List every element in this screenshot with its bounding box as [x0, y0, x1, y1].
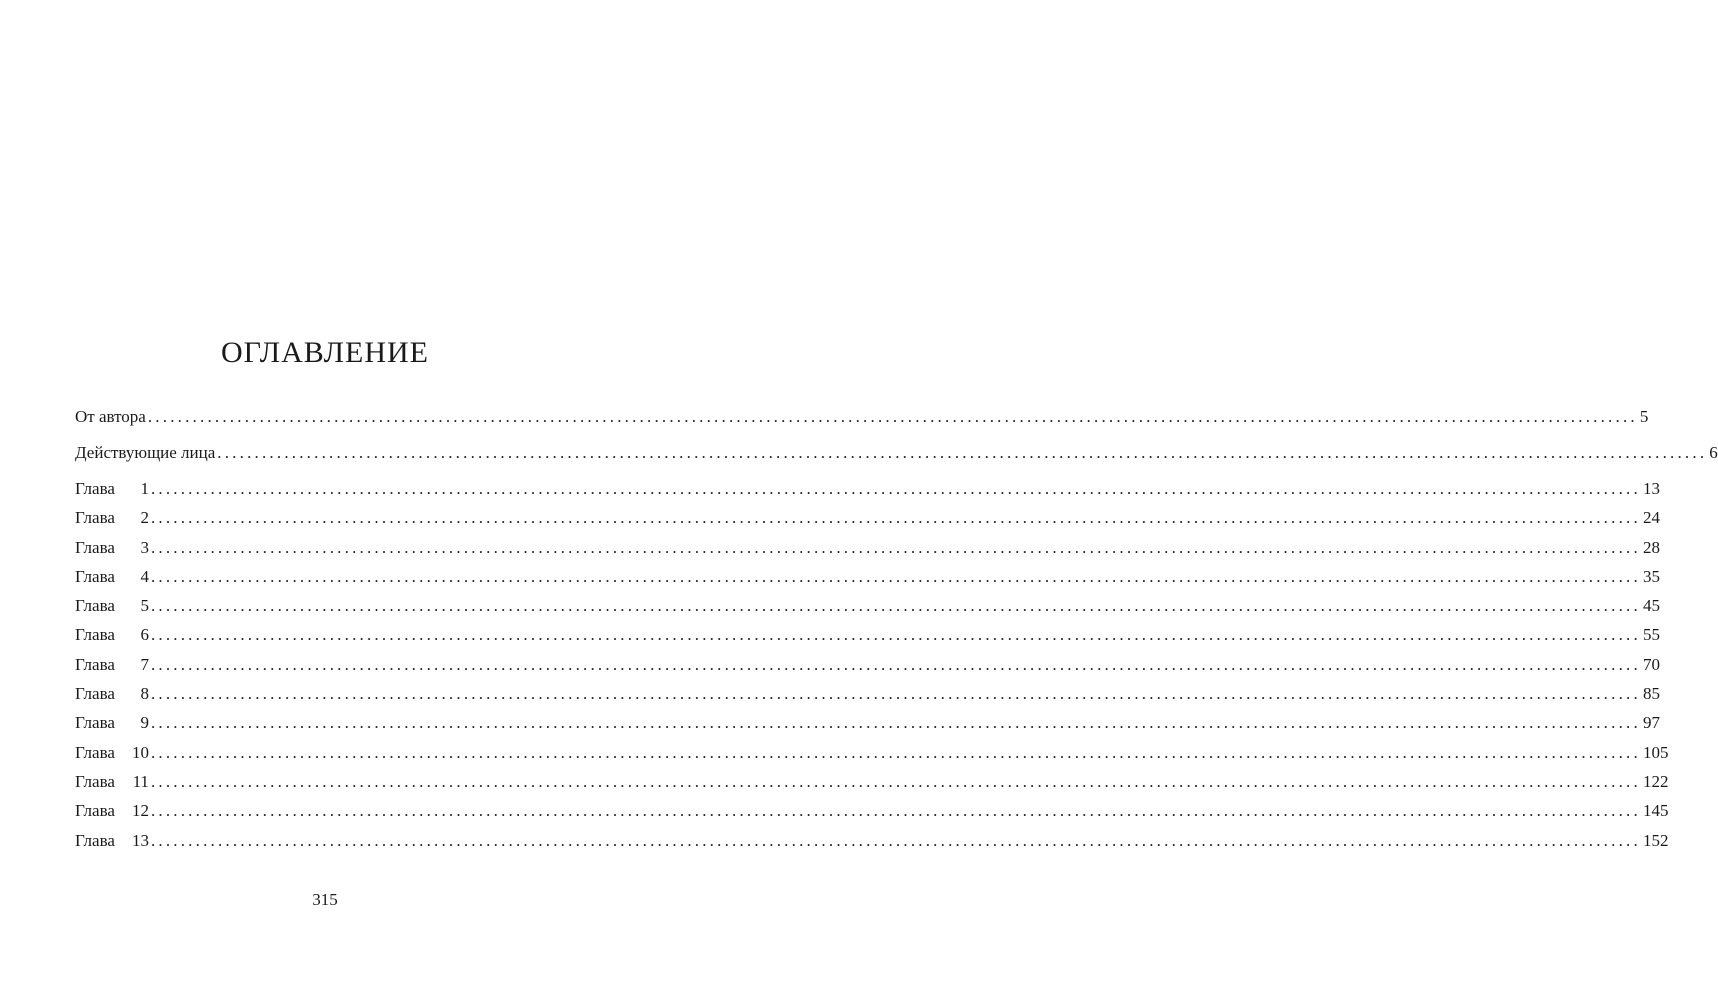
toc-entry — [75, 443, 1718, 463]
toc-entry-page: 24 — [1642, 508, 1660, 528]
toc-leader-dots: ........................................................................................................................................................................................................ — [150, 596, 1641, 616]
chapter-word: Глава — [75, 654, 115, 674]
chapter-word: Глава — [75, 479, 115, 498]
toc-leader-dots: ........................................................................................................................................................................................................ — [150, 771, 1641, 791]
toc-entry-chapter — [75, 625, 1660, 654]
chapter-word: Глава — [75, 771, 115, 791]
toc-leader-dots: ........................................................................................................................................................................................................ — [147, 407, 1638, 426]
toc-entry-page: 55 — [1642, 625, 1660, 645]
chapter-word: Глава — [75, 537, 115, 557]
chapter-word: Глава — [75, 625, 115, 645]
toc-entry-label: Действующие лица — [75, 443, 216, 462]
chapter-number: 7 — [140, 654, 149, 674]
toc-entry-page: 13 — [1642, 479, 1660, 498]
toc-entry-page: 70 — [1642, 654, 1660, 674]
toc-entry-label — [75, 743, 151, 763]
toc-entry-chapter — [75, 684, 1660, 713]
toc-leader-dots: ........................................................................................................................................................................................................ — [217, 443, 1708, 462]
toc-entry-chapter — [75, 479, 1660, 508]
chapter-word: Глава — [75, 742, 115, 762]
toc-entry-page: 145 — [1642, 801, 1669, 821]
toc-entry-label — [75, 567, 151, 587]
toc-entry-label — [75, 801, 151, 821]
toc-leader-dots: ........................................................................................................................................................................................................ — [150, 508, 1641, 528]
toc-entry-page: 6 — [1709, 443, 1718, 462]
toc-entry-label — [75, 684, 151, 704]
toc-entry-chapter — [75, 596, 1660, 625]
toc-entry-label — [75, 508, 151, 528]
toc-entry-page: 45 — [1642, 596, 1660, 616]
toc-entry-label — [75, 772, 151, 792]
toc-entry-label: От автора — [75, 407, 146, 426]
toc-entry-page: 105 — [1642, 742, 1669, 762]
chapter-number: 9 — [140, 713, 149, 733]
toc-leader-dots: ........................................................................................................................................................................................................ — [150, 654, 1641, 674]
toc-entry — [75, 407, 1649, 427]
toc-entry-page: 85 — [1642, 684, 1660, 704]
toc-entry-label — [75, 596, 151, 616]
toc-entry-chapter — [75, 771, 1669, 801]
toc-entry-chapter — [75, 566, 1660, 596]
toc-entry-page: 5 — [1639, 407, 1649, 426]
toc-leader-dots: ........................................................................................................................................................................................................ — [150, 742, 1641, 762]
chapter-word: Глава — [75, 801, 115, 821]
chapter-number: 6 — [140, 625, 149, 645]
chapter-number: 4 — [140, 566, 149, 586]
toc-list — [75, 407, 1718, 860]
toc-leader-dots: ........................................................................................................................................................................................................ — [150, 566, 1641, 586]
toc-leader-dots: ........................................................................................................................................................................................................ — [150, 479, 1641, 498]
toc-entry-page: 122 — [1642, 771, 1669, 791]
chapter-word: Глава — [75, 596, 115, 616]
page-number: 315 — [312, 890, 338, 909]
toc-entry-chapter — [75, 742, 1669, 772]
toc-entry-label — [75, 538, 151, 558]
toc-entry-page: 97 — [1642, 713, 1660, 733]
toc-leader-dots: ........................................................................................................................................................................................................ — [150, 684, 1641, 704]
toc-entry-page: 152 — [1642, 830, 1669, 850]
chapter-number: 2 — [140, 508, 149, 528]
toc-leader-dots: ........................................................................................................................................................................................................ — [150, 625, 1641, 645]
chapter-number: 3 — [140, 537, 149, 557]
chapter-word: Глава — [75, 508, 115, 528]
toc-entry-chapter — [75, 713, 1660, 742]
chapter-word: Глава — [75, 684, 115, 704]
chapter-number: 10 — [131, 742, 149, 762]
toc-entry-label — [75, 625, 151, 645]
toc-leader-dots: ........................................................................................................................................................................................................ — [150, 537, 1641, 557]
chapter-number: 8 — [140, 684, 149, 704]
toc-entry-label — [75, 713, 151, 733]
chapter-number: 5 — [140, 596, 149, 616]
chapter-word: Глава — [75, 830, 115, 850]
chapter-number: 11 — [132, 771, 149, 791]
chapter-number: 12 — [131, 801, 149, 821]
chapter-number: 1 — [140, 479, 149, 498]
chapter-number: 13 — [131, 830, 149, 850]
toc-leader-dots: ........................................................................................................................................................................................................ — [150, 713, 1641, 733]
toc-entry-chapter — [75, 830, 1669, 860]
toc-entry-page: 28 — [1642, 537, 1660, 557]
toc-entry-chapter — [75, 801, 1669, 830]
toc-entry-chapter — [75, 508, 1660, 537]
toc-entry-page: 35 — [1642, 566, 1660, 586]
chapter-word: Глава — [75, 566, 115, 586]
toc-leader-dots: ........................................................................................................................................................................................................ — [150, 801, 1641, 821]
toc-entry-label — [75, 655, 151, 675]
toc-entry-label — [75, 831, 151, 851]
toc-title: ОГЛАВЛЕНИЕ — [221, 336, 429, 369]
toc-leader-dots: ........................................................................................................................................................................................................ — [150, 830, 1641, 850]
toc-entry-label — [75, 479, 151, 499]
toc-entry-chapter — [75, 654, 1660, 684]
toc-entry-chapter — [75, 537, 1660, 567]
chapter-word: Глава — [75, 713, 115, 733]
